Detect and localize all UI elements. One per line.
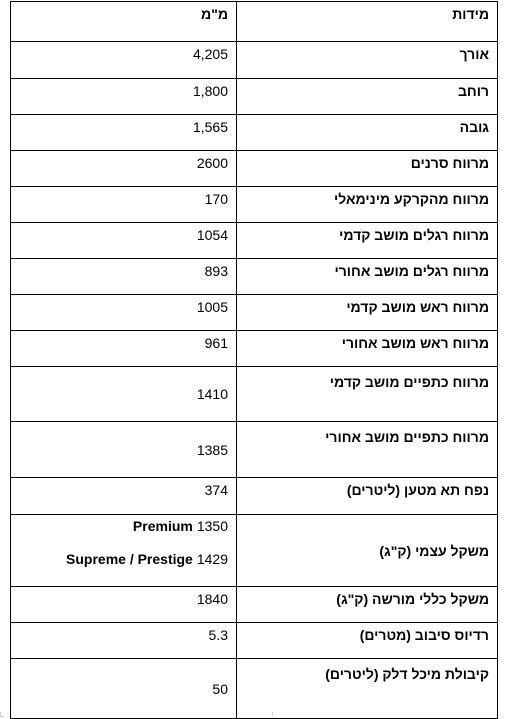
row-value: 1054 xyxy=(11,223,237,259)
weight-value: 1429 xyxy=(196,551,228,567)
dimensions-header: מידות xyxy=(237,2,498,42)
row-label: נפח תא מטען (ליטרים) xyxy=(237,478,498,515)
row-label: מרווח מהקרקע מינימאלי xyxy=(237,187,498,223)
row-label: רוחב xyxy=(237,79,498,115)
page-corner-mark xyxy=(0,712,4,717)
weight-value: 1350 xyxy=(196,518,228,534)
row-label: משקל עצמי (ק"ג) xyxy=(237,515,498,587)
row-value: 5.3 xyxy=(11,623,237,659)
table-row xyxy=(11,659,498,719)
page-corner-mark xyxy=(272,712,273,716)
row-value: 961 xyxy=(11,331,237,367)
row-label: מרווח כתפיים מושב קדמי xyxy=(237,367,498,422)
row-label: מרווח סרנים xyxy=(237,151,498,187)
row-value: 1840 xyxy=(11,587,237,623)
row-value: 1,565 xyxy=(11,115,237,151)
row-value: 893 xyxy=(11,259,237,295)
table-row xyxy=(11,187,498,223)
row-value: 1410 xyxy=(11,367,237,422)
table-row xyxy=(11,151,498,187)
row-label: קיבולת מיכל דלק (ליטרים) xyxy=(237,659,498,719)
row-value: 170 xyxy=(11,187,237,223)
weight-line-premium xyxy=(11,518,228,534)
table-row xyxy=(11,478,498,515)
row-label: מרווח רגלים מושב אחורי xyxy=(237,259,498,295)
table-row xyxy=(11,623,498,659)
row-label: מרווח רגלים מושב קדמי xyxy=(237,223,498,259)
table-header-row xyxy=(11,2,498,42)
table-row xyxy=(11,223,498,259)
row-label: גובה xyxy=(237,115,498,151)
row-value: 1005 xyxy=(11,295,237,331)
weight-line-supreme xyxy=(11,551,228,567)
row-value: 4,205 xyxy=(11,42,237,79)
unit-header: מ"מ xyxy=(11,2,237,42)
weight-values xyxy=(11,515,237,587)
row-label: מרווח ראש מושב קדמי xyxy=(237,295,498,331)
trim-name: Supreme / Prestige xyxy=(66,551,193,567)
table-row xyxy=(11,115,498,151)
row-label: מרווח ראש מושב אחורי xyxy=(237,331,498,367)
row-label: משקל כללי מורשה (ק"ג) xyxy=(237,587,498,623)
spec-table xyxy=(10,1,498,719)
table-row xyxy=(11,259,498,295)
row-value: 50 xyxy=(11,659,237,719)
table-row xyxy=(11,42,498,79)
table-row xyxy=(11,295,498,331)
table-row xyxy=(11,331,498,367)
row-label: אורך xyxy=(237,42,498,79)
table-row xyxy=(11,367,498,422)
trim-name: Premium xyxy=(132,518,193,534)
table-row xyxy=(11,587,498,623)
row-value: 2600 xyxy=(11,151,237,187)
weight-row xyxy=(11,515,498,587)
table-row xyxy=(11,422,498,478)
table-row xyxy=(11,79,498,115)
row-value: 1,800 xyxy=(11,79,237,115)
row-value: 1385 xyxy=(11,422,237,478)
row-value: 374 xyxy=(11,478,237,515)
row-label: רדיוס סיבוב (מטרים) xyxy=(237,623,498,659)
row-label: מרווח כתפיים מושב אחורי xyxy=(237,422,498,478)
